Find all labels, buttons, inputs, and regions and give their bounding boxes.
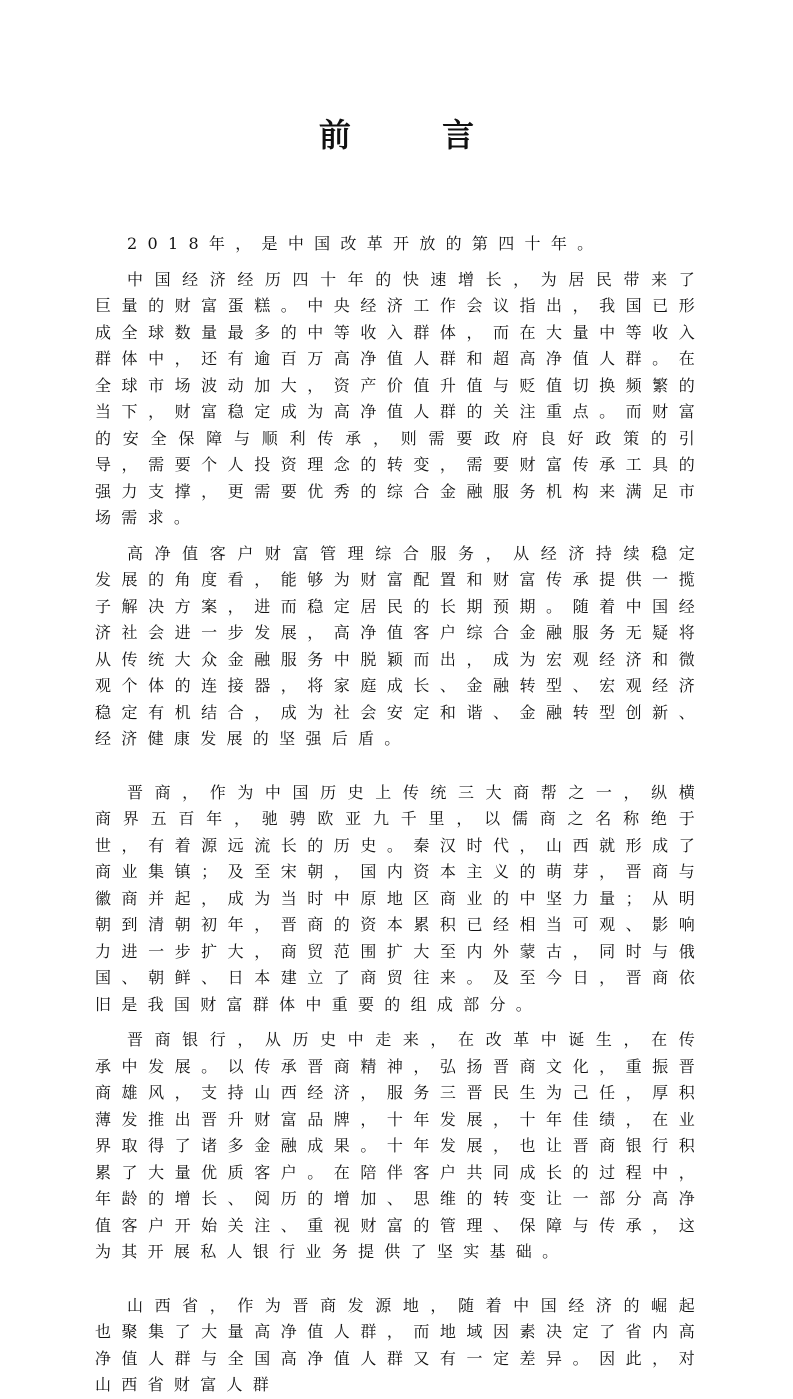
paragraph-jinshang-bank: 晋商银行，从历史中走来，在改革中诞生，在传承中发展。以传承晋商精神，弘扬晋商文化，重振晋商雄风，支持山西经济，服务三晋民生为己任，厚积薄发推出晋升财富品牌，十年发展，十年佳绩，在业界取得了诸多金融成果。十年发展，也让晋商银行积累了大量优质客户。在陪伴客户共同成长的过程中，年龄的增长、阅历的增加、思维的转变让一部分高净值客户开始关注、重视财富的管理、保障与传承，这为其开展私人银行业务提供了坚实基础。 xyxy=(95,1030,705,1261)
paragraph-wealth-service: 高净值客户财富管理综合服务，从经济持续稳定发展的角度看，能够为财富配置和财富传承提供一揽子解决方案，进而稳定居民的长期预期。随着中国经济社会进一步发展，高净值客户综合金融服务无疑将从传统大众金融服务中脱颖而出，成为宏观经济和微观个体的连接器，将家庭成长、金融转型、宏观经济稳定有机结合，成为社会安定和谐、金融转型创新、经济健康发展的坚强后盾。 xyxy=(95,543,705,748)
paragraph-shanxi: 山西省，作为晋商发源地，随着中国经济的崛起也聚集了大量高净值人群，而地域因素决定了省内高净值人群与全国高净值人群又有一定差异。因此，对山西省财富人群 xyxy=(95,1295,705,1394)
paragraph-jin-merchants: 晋商，作为中国历史上传统三大商帮之一，纵横商界五百年，驰骋欧亚九千里，以儒商之名称绝于世，有着源远流长的历史。秦汉时代，山西就形成了商业集镇；及至宋朝，国内资本主义的萌芽，晋商与徽商并起，成为当时中原地区商业的中坚力量；从明朝到清朝初年，晋商的资本累积已经相当可观、影响力进一步扩大，商贸范围扩大至内外蒙古，同时与俄国、朝鲜、日本建立了商贸往来。及至今日，晋商依旧是我国财富群体中重要的组成部分。 xyxy=(95,782,705,1014)
page-title: 前 言 xyxy=(318,116,515,154)
paragraph-intro: 2018年，是中国改革开放的第四十年。 xyxy=(127,234,604,253)
paragraph-economy: 中国经济经历四十年的快速增长，为居民带来了巨量的财富蛋糕。中央经济工作会议指出，我国已形成全球数量最多的中等收入群体，而在大量中等收入群体中，还有逾百万高净值人群和超高净值人群。在全球市场波动加大，资产价值升值与贬值切换频繁的当下，财富稳定成为高净值人群的关注重点。而财富的安全保障与顺利传承，则需要政府良好政策的引导，需要个人投资理念的转变，需要财富传承工具的强力支撑，更需要优秀的综合金融服务机构来满足市场需求。 xyxy=(95,269,705,527)
preface-body xyxy=(95,231,705,1399)
